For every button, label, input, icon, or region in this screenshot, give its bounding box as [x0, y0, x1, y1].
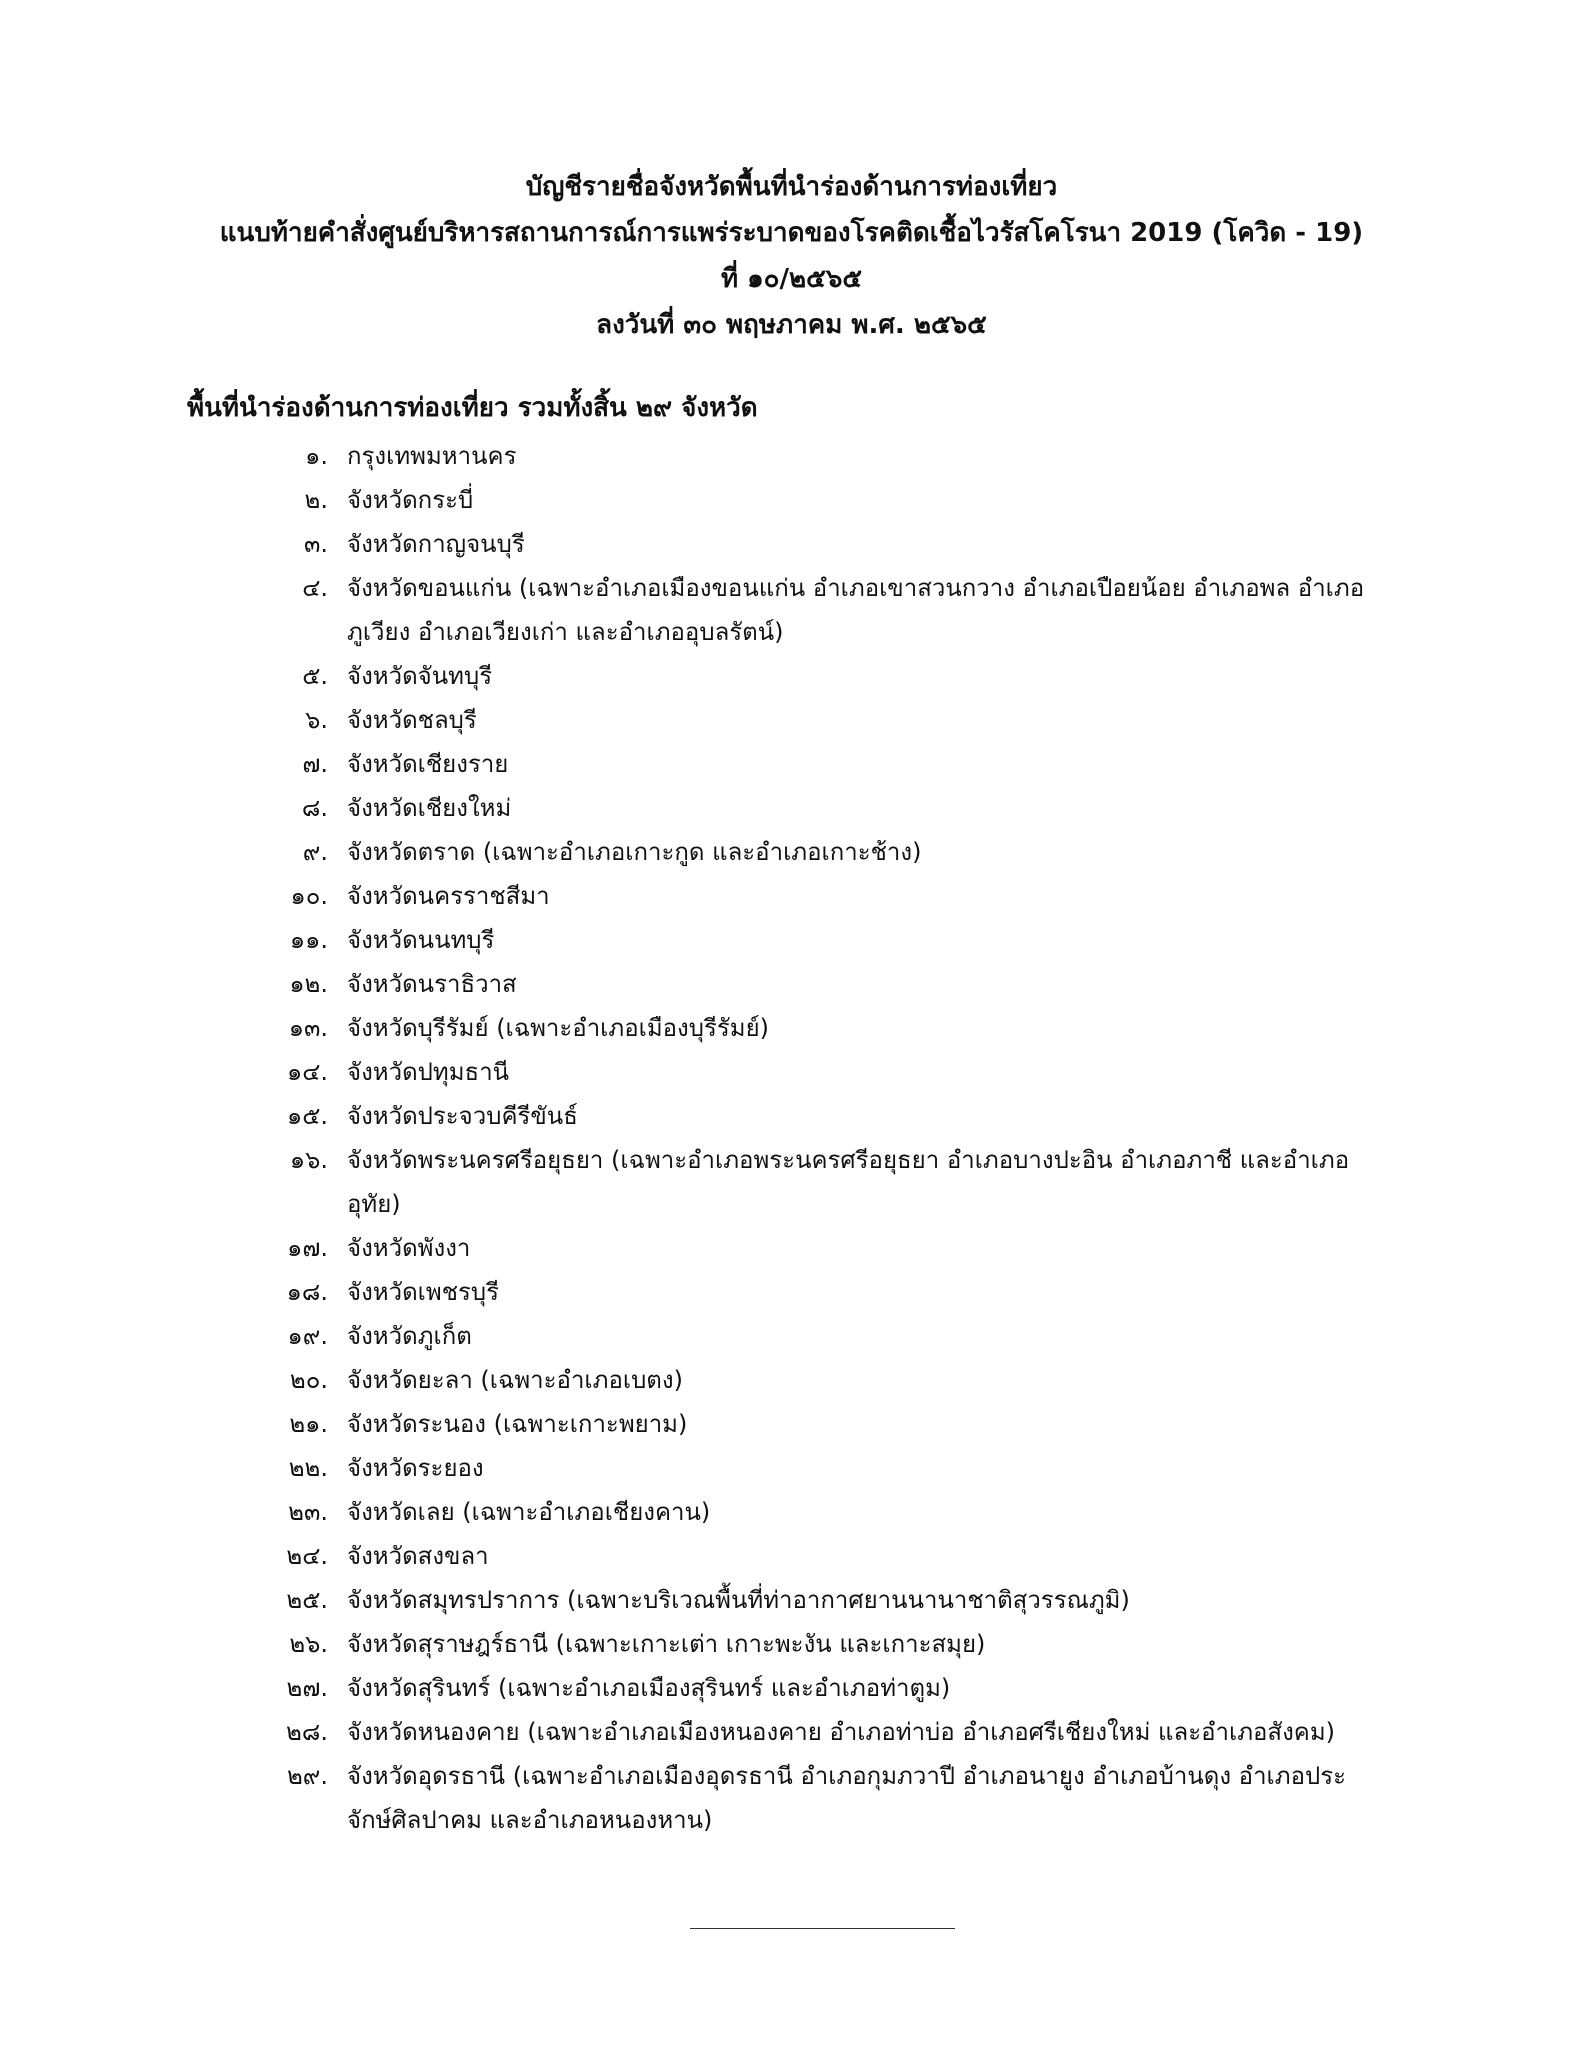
list-item: [0, 1094, 1583, 1138]
list-item: [0, 1490, 1583, 1534]
list-item: [0, 1402, 1583, 1446]
list-item-text: จังหวัดเชียงใหม่: [347, 794, 512, 822]
list-item-number: ๗.: [302, 750, 328, 778]
list-item-number: ๒๗.: [286, 1674, 328, 1702]
province-list: [0, 434, 1583, 1842]
list-item-text: จังหวัดเชียงราย: [347, 750, 509, 778]
list-item-number: ๑๙.: [287, 1322, 328, 1350]
list-item-number: ๑๐.: [290, 882, 328, 910]
list-item-number: ๑๖.: [289, 1146, 328, 1174]
order-date: ลงวันที่ ๓๐ พฤษภาคม พ.ศ. ๒๕๖๕: [596, 310, 987, 340]
footer-divider: [690, 1928, 955, 1929]
list-item-number: ๑๘.: [286, 1278, 328, 1306]
list-item-text: กรุงเทพมหานคร: [347, 442, 517, 470]
list-item-text: จังหวัดเพชรบุรี: [347, 1278, 499, 1306]
list-item-number: ๑๗.: [287, 1234, 328, 1262]
list-item-text: จังหวัดปทุมธานี: [347, 1058, 510, 1086]
list-item: [0, 1138, 1583, 1226]
list-item-number: ๑๓.: [288, 1014, 328, 1042]
document-subtitle: แนบท้ายคำสั่งศูนย์บริหารสถานการณ์การแพร่ระบาดของโรคติดเชื้อไวรัสโคโรนา 2019 (โควิด - 19): [219, 218, 1364, 248]
list-item: [0, 1578, 1583, 1622]
list-item-number: ๒๒.: [288, 1454, 328, 1482]
list-item: [0, 1270, 1583, 1314]
list-item-number: ๖.: [305, 706, 328, 734]
list-item-number: ๑๕.: [286, 1102, 328, 1130]
list-item: [0, 1754, 1583, 1842]
list-item-text: จังหวัดจันทบุรี: [347, 662, 493, 690]
list-item-text: จังหวัดนครราชสีมา: [347, 882, 550, 910]
list-item-text: จังหวัดสุรินทร์ (เฉพาะอำเภอเมืองสุรินทร์ และอำเภอท่าตูม): [347, 1674, 951, 1702]
list-item: [0, 1358, 1583, 1402]
list-item-text: จังหวัดสงขลา: [347, 1542, 489, 1570]
list-item-text: จังหวัดหนองคาย (เฉพาะอำเภอเมืองหนองคาย อำเภอท่าบ่อ อำเภอศรีเชียงใหม่ และอำเภอสังคม): [347, 1718, 1336, 1746]
list-item-text: จังหวัดเลย (เฉพาะอำเภอเชียงคาน): [347, 1498, 711, 1526]
list-item: [0, 478, 1583, 522]
list-item-number: ๒๕.: [286, 1586, 328, 1614]
list-item-number: ๑๑.: [289, 926, 328, 954]
list-item-text: จังหวัดบุรีรัมย์ (เฉพาะอำเภอเมืองบุรีรัมย์): [347, 1014, 770, 1042]
list-item-number: ๒.: [304, 486, 328, 514]
list-item-text: จังหวัดพระนครศรีอยุธยา (เฉพาะอำเภอพระนครศรีอยุธยา อำเภอบางปะอิน อำเภอภาชี และอำเภออุทัย): [347, 1146, 1350, 1218]
list-item-number: ๒๓.: [288, 1498, 328, 1526]
list-item-number: ๙.: [302, 838, 328, 866]
list-item: [0, 962, 1583, 1006]
list-item: [0, 522, 1583, 566]
list-item: [0, 786, 1583, 830]
list-item-text: จังหวัดชลบุรี: [347, 706, 477, 734]
list-item-number: ๓.: [303, 530, 328, 558]
list-item-number: ๑๔.: [286, 1058, 328, 1086]
list-item: [0, 1226, 1583, 1270]
list-item: [0, 830, 1583, 874]
list-item-text: จังหวัดขอนแก่น (เฉพาะอำเภอเมืองขอนแก่น อำเภอเขาสวนกวาง อำเภอเปือยน้อย อำเภอพล อำเภอภูเวียง อำเภอเวียงเก่า และอำเภออุบลรัตน์): [347, 574, 1365, 646]
list-item: [0, 698, 1583, 742]
list-item-number: ๒๖.: [289, 1630, 328, 1658]
list-item: [0, 1446, 1583, 1490]
list-item: [0, 654, 1583, 698]
list-item-number: ๒๐.: [289, 1366, 328, 1394]
province-summary: พื้นที่นำร่องด้านการท่องเที่ยว รวมทั้งสิ้น ๒๙ จังหวัด: [187, 393, 758, 423]
list-item-number: ๒๔.: [286, 1542, 328, 1570]
order-number: ที่ ๑๐/๒๕๖๕: [720, 264, 863, 294]
list-item-number: ๒๑.: [289, 1410, 328, 1438]
list-item: [0, 1666, 1583, 1710]
list-item-text: จังหวัดระนอง (เฉพาะเกาะพยาม): [347, 1410, 688, 1438]
list-item-text: จังหวัดยะลา (เฉพาะอำเภอเบตง): [347, 1366, 683, 1394]
list-item: [0, 1314, 1583, 1358]
list-item-text: จังหวัดประจวบคีรีขันธ์: [347, 1102, 578, 1130]
list-item-text: จังหวัดตราด (เฉพาะอำเภอเกาะกูด และอำเภอเกาะช้าง): [347, 838, 922, 866]
list-item: [0, 1006, 1583, 1050]
document-title: บัญชีรายชื่อจังหวัดพื้นที่นำร่องด้านการท่องเที่ยว: [525, 172, 1058, 202]
list-item: [0, 566, 1583, 654]
document-header: [0, 164, 1583, 348]
list-item: [0, 434, 1583, 478]
list-item: [0, 1710, 1583, 1754]
list-item-number: ๑.: [305, 442, 328, 470]
list-item-text: จังหวัดอุดรธานี (เฉพาะอำเภอเมืองอุดรธานี อำเภอกุมภวาปี อำเภอนายูง อำเภอบ้านดุง อำเภอประจักษ์ศิลปาคม และอำเภอหนองหาน): [347, 1762, 1347, 1834]
list-item-text: จังหวัดระยอง: [347, 1454, 484, 1482]
list-item-text: จังหวัดสมุทรปราการ (เฉพาะบริเวณพื้นที่ท่าอากาศยานนานาชาติสุวรรณภูมิ): [347, 1586, 1130, 1614]
list-item: [0, 918, 1583, 962]
list-item-text: จังหวัดนนทบุรี: [347, 926, 495, 954]
list-item-text: จังหวัดกระบี่: [347, 486, 474, 514]
list-item-text: จังหวัดภูเก็ต: [347, 1322, 472, 1350]
list-item-number: ๑๒.: [289, 970, 328, 998]
list-item-text: จังหวัดกาญจนบุรี: [347, 530, 525, 558]
list-item-text: จังหวัดพังงา: [347, 1234, 471, 1262]
list-item: [0, 1534, 1583, 1578]
list-item-text: จังหวัดนราธิวาส: [347, 970, 517, 998]
list-item-number: ๘.: [301, 794, 328, 822]
list-item: [0, 1622, 1583, 1666]
list-item-number: ๒๘.: [286, 1718, 328, 1746]
list-item: [0, 874, 1583, 918]
list-item: [0, 1050, 1583, 1094]
list-item-text: จังหวัดสุราษฎร์ธานี (เฉพาะเกาะเต่า เกาะพะงัน และเกาะสมุย): [347, 1630, 986, 1658]
list-item: [0, 742, 1583, 786]
list-item-number: ๕.: [302, 662, 328, 690]
list-item-number: ๔.: [302, 574, 328, 602]
list-item-number: ๒๙.: [286, 1762, 328, 1790]
